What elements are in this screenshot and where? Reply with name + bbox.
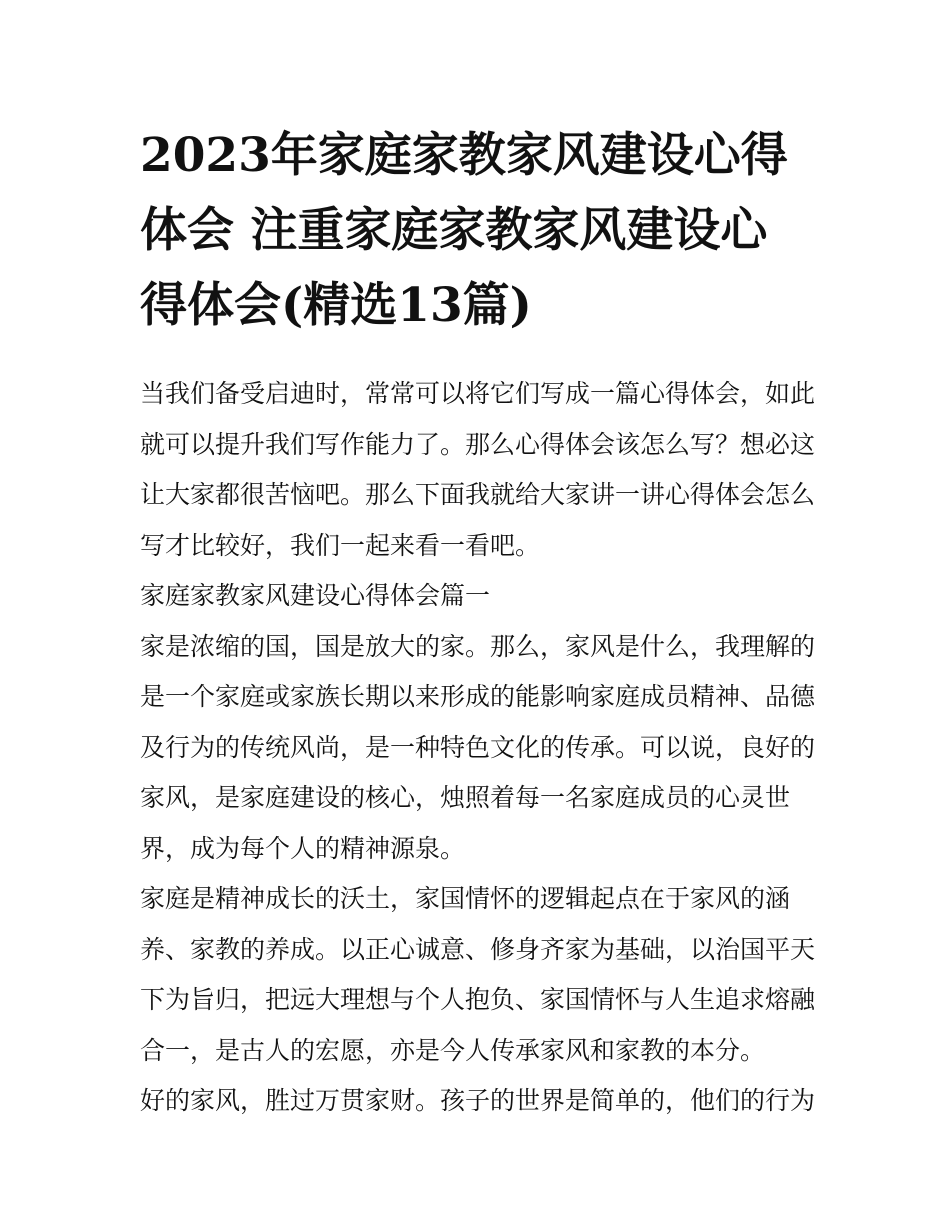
paragraph-line: 家是浓缩的国，国是放大的家。那么，家风是什么，我理解的 — [140, 631, 816, 661]
title-line-1: 2023年家庭家教家风建设心得 — [140, 128, 788, 183]
paragraph-line: 及行为的传统风尚，是一种特色文化的传承。可以说，良好的 — [140, 732, 816, 762]
intro-line: 让大家都很苦恼吧。那么下面我就给大家讲一讲心得体会怎么 — [140, 480, 816, 509]
title-line-2: 体会 注重家庭家教家风建设心 — [140, 203, 768, 258]
intro-line: 就可以提升我们写作能力了。那么心得体会该怎么写？想必这 — [140, 429, 816, 459]
intro-line: 当我们备受启迪时，常常可以将它们写成一篇心得体会，如此 — [140, 379, 816, 408]
intro-paragraph — [140, 369, 816, 571]
section-heading: 家庭家教家风建设心得体会篇一 — [140, 581, 491, 610]
paragraph-line: 家风，是家庭建设的核心，烛照着每一名家庭成员的心灵世 — [140, 783, 791, 812]
intro-line: 写才比较好，我们一起来看一看吧。 — [140, 530, 541, 560]
paragraph-line: 是一个家庭或家族长期以来形成的能影响家庭成员精神、品德 — [140, 682, 816, 711]
paragraph-line: 界，成为每个人的精神源泉。 — [140, 833, 466, 863]
paragraph-line: 家庭是精神成长的沃土，家国情怀的逻辑起点在于家风的涵 — [140, 884, 791, 913]
paragraph-line: 好的家风，胜过万贯家财。孩子的世界是简单的，他们的行为 — [140, 1086, 816, 1115]
paragraph-line: 下为旨归，把远大理想与个人抱负、家国情怀与人生追求熔融 — [140, 985, 816, 1014]
document-page — [140, 118, 816, 1127]
body-paragraph-3 — [140, 1076, 816, 1127]
body-paragraph-1 — [140, 622, 816, 875]
paragraph-line: 合一，是古人的宏愿，亦是今人传承家风和家教的本分。 — [140, 1035, 766, 1065]
body-paragraph-2 — [140, 874, 816, 1076]
paragraph-line: 养、家教的养成。以正心诚意、修身齐家为基础，以治国平天 — [140, 934, 816, 964]
document-body — [140, 369, 816, 1127]
title-line-3: 得体会(精选13篇) — [140, 278, 532, 333]
document-title — [140, 118, 812, 343]
